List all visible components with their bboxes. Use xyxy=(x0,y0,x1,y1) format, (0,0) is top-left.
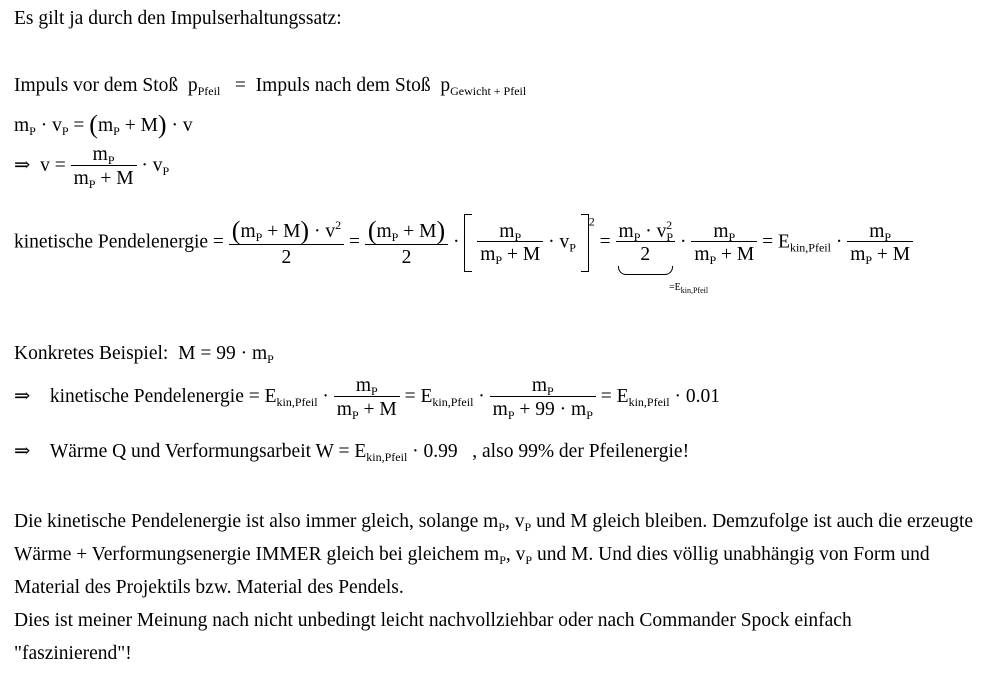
e-symbol: E xyxy=(778,231,790,253)
underbrace xyxy=(618,266,674,275)
p-subscript: P xyxy=(569,240,576,255)
m-symbol: m xyxy=(480,244,496,265)
m-symbol: m xyxy=(240,221,256,243)
p-subscript: P xyxy=(525,553,533,567)
result-factor: 0.01 xyxy=(685,385,720,407)
momentum-equation: $m_P \cdot v_P = (m_P + M) \cdot v$ xyxy=(14,110,193,139)
m-symbol: m xyxy=(713,220,729,242)
impulse-after-label: Impuls nach dem Stoß xyxy=(255,75,431,96)
m-symbol: m xyxy=(618,220,634,242)
m-symbol: m xyxy=(14,115,30,136)
implies-arrow: ⇒ xyxy=(14,385,31,407)
p-subscript: P xyxy=(255,230,263,245)
v-symbol: v xyxy=(515,544,526,565)
heat-factor: 0.99 xyxy=(423,441,458,462)
denominator-two: 2 xyxy=(365,244,448,268)
example-factor: 99 xyxy=(535,398,555,420)
p-subscript: P xyxy=(666,229,674,244)
underbrace-label-e: =E xyxy=(669,282,681,293)
conclusion-paragraph: Die kinetische Pendelenergie ist also immer gleich, solange $m_P$, $v_P$ und M gleich bleiben. Demzufolge ist auch die erzeugte Wärme + Verformungsenergie IMMER gleich bei gleichem $m_P$, $v_P$ und M. Und dies völlig unabhängig von Form und Material des Projektils bzw. Material des Pendels. Dies ist meiner Meinung nach nicht unbedingt leicht nachvollziehbar oder nach Commander Spock einfach "faszinierend"! xyxy=(14,511,974,664)
kin-pfeil-subscript: kin,Pfeil xyxy=(628,394,670,409)
example-line: Konkretes Beispiel: $M = 99 \cdot m_P$ xyxy=(14,343,274,366)
m-symbol: m xyxy=(499,220,515,242)
big-m-symbol: M xyxy=(283,221,301,243)
intro-text: Es gilt ja durch den Impulserhaltungssatz: xyxy=(14,8,342,29)
fraction: $\frac{m_P}{m_P + M}$ xyxy=(847,222,913,265)
v-symbol: v xyxy=(656,220,667,242)
fraction: $\frac{m_P}{m_P + M}$ xyxy=(71,145,137,188)
p-subscript: P xyxy=(162,163,170,178)
v-symbol: v xyxy=(182,115,193,136)
v-symbol: v xyxy=(514,511,525,532)
big-m-symbol: M xyxy=(116,167,134,189)
left-bracket xyxy=(464,214,472,272)
kinetic-label: kinetische Pendelenergie xyxy=(49,385,244,407)
para-sentence-3: und M. Und dies völlig unabhängig von Form und Material des Projektils bzw. Material des Pendels. xyxy=(14,544,930,598)
p-subscript: P xyxy=(547,384,554,398)
m-symbol: m xyxy=(483,511,499,532)
p-subscript: P xyxy=(371,384,378,398)
para-sentence-1: Die kinetische Pendelenergie ist also immer gleich, solange xyxy=(14,511,479,532)
p-subscript: P xyxy=(633,229,641,244)
m-symbol: m xyxy=(531,375,548,396)
square-exponent: 2 xyxy=(588,214,595,229)
p-subscript: P xyxy=(507,407,515,422)
p-subscript: P xyxy=(88,176,96,191)
kinetic-label: kinetische Pendelenergie xyxy=(14,231,209,253)
fraction: $\frac{m_P}{m_P + M}$ xyxy=(691,222,757,265)
underbrace-label-sub: kin,Pfeil xyxy=(680,286,709,295)
p-subscript: P xyxy=(514,229,522,244)
m-symbol: m xyxy=(694,244,710,265)
example-energy-equation: ⇒ kinetische Pendelenergie = $E_{kin,Pfeil}$ · $\frac{m_P}{m_P + M}$ = $E_{kin,Pfeil}$ · $\frac{m_P}{m_P + 99 \cdot m_P}$ = $E_{kin,Pfeil} \cdot 0.01$ xyxy=(14,375,720,422)
p-subscript: P xyxy=(499,553,506,567)
p-subscript: P xyxy=(61,124,69,138)
p-subscript: P xyxy=(113,124,120,138)
v-symbol: v xyxy=(152,154,163,176)
p-subscript: P xyxy=(391,230,399,245)
p-subscript: P xyxy=(728,229,736,244)
p-sub-pfeil: Pfeil xyxy=(197,84,221,98)
heat-label: Wärme Q und Verformungsarbeit W xyxy=(49,441,334,462)
underbrace-group xyxy=(616,217,676,265)
p-subscript: P xyxy=(495,253,503,267)
v-symbol: v xyxy=(52,115,62,136)
big-m-symbol: M xyxy=(379,398,397,420)
kinetic-energy-equation: kinetische Pendelenergie = $\frac{(m_P + M) \cdot v^2}{2}$ = $\frac{(m_P + M)}{2}$ · $\frac{m_P}{m_P + M}$ · $v_P$ $^2$ = $\frac{m_P \cdot v_P^2}{2}$ · $\frac{m_P}{m_P + M}$ = $E_{kin,Pfeil}$ · $\frac{m_P}{m_P + M}$ xyxy=(14,214,913,272)
kin-pfeil-subscript: kin,Pfeil xyxy=(789,240,831,255)
m-symbol: m xyxy=(484,544,500,565)
m-symbol: m xyxy=(355,375,372,396)
p-subscript: P xyxy=(107,153,115,167)
p-sub-gewicht-pfeil: Gewicht + Pfeil xyxy=(450,84,527,98)
m-symbol: m xyxy=(97,115,114,136)
v-symbol: v xyxy=(325,221,336,243)
e-symbol: E xyxy=(264,385,277,407)
p-symbol: p xyxy=(440,75,451,96)
p-subscript: P xyxy=(29,124,36,138)
kin-pfeil-subscript: kin,Pfeil xyxy=(432,394,474,409)
m-symbol: m xyxy=(869,220,885,242)
p-subscript: P xyxy=(351,407,359,422)
para-sentence-4: Dies ist meiner Meinung nach nicht unbedingt leicht nachvollziehbar oder nach Commander Spock einfach "faszinierend"! xyxy=(14,610,852,664)
p-subscript: P xyxy=(709,253,717,267)
square-exponent: 2 xyxy=(335,218,342,233)
e-symbol: E xyxy=(354,441,367,462)
denominator-two: 2 xyxy=(229,244,344,268)
velocity-equation: ⇒ v = $\frac{m_P}{m_P + M}$ · $v_P$ xyxy=(14,144,170,191)
p-subscript: P xyxy=(884,229,892,244)
m-symbol: m xyxy=(376,221,392,243)
fraction: $\frac{m_P}{m_P + 99 \cdot m_P}$ xyxy=(490,376,596,419)
m-symbol: m xyxy=(251,343,268,364)
equals-sign: = xyxy=(234,75,246,96)
kin-pfeil-subscript: kin,Pfeil xyxy=(366,450,408,464)
v-symbol: v xyxy=(559,231,570,253)
m-symbol: m xyxy=(850,244,866,265)
impulse-before-label: Impuls vor dem Stoß xyxy=(14,75,179,96)
big-m-symbol: M xyxy=(140,115,158,136)
impulse-statement xyxy=(14,76,526,96)
fraction: $\frac{m_P}{m_P + M}$ xyxy=(334,376,400,419)
p-subscript: P xyxy=(586,407,593,422)
example-label: Konkretes Beispiel: xyxy=(14,343,169,364)
p-subscript: P xyxy=(524,520,532,534)
heat-equation: ⇒ Wärme Q und Verformungsarbeit $W = E_{kin,Pfeil} \cdot 0.99$ , also 99% der Pfeilenergie! xyxy=(14,441,690,464)
big-m-symbol: M xyxy=(892,244,911,265)
m-symbol: m xyxy=(571,398,587,420)
m-symbol: m xyxy=(336,398,352,420)
big-m-symbol: M xyxy=(522,244,541,265)
fraction: $\frac{(m_P + M)}{2}$ xyxy=(365,218,448,268)
m-symbol: m xyxy=(73,167,89,189)
e-symbol: E xyxy=(420,385,433,407)
p-symbol: p xyxy=(187,75,198,96)
fraction: $\frac{(m_P + M) \cdot v^2}{2}$ xyxy=(229,218,344,268)
right-bracket xyxy=(581,214,589,272)
e-symbol: E xyxy=(616,385,629,407)
p-subscript: P xyxy=(267,352,274,366)
implies-arrow: ⇒ xyxy=(14,154,31,176)
denominator-two: 2 xyxy=(616,241,676,265)
underbrace-label xyxy=(669,283,708,295)
example-factor: 99 xyxy=(216,343,236,364)
big-m-symbol: M xyxy=(419,221,437,243)
fraction: $\frac{m_P}{m_P + M}$ xyxy=(477,222,543,265)
big-m-symbol: M xyxy=(736,244,755,265)
p-subscript: P xyxy=(865,253,873,267)
big-m-symbol: M xyxy=(178,343,196,364)
m-symbol: m xyxy=(492,398,508,420)
para-sentence-2: und M gleich bleiben. Demzufolge ist auch die erzeugte Wärme + Verformungsenergie IMMER gleich bei gleichem xyxy=(14,511,974,565)
implies-arrow: ⇒ xyxy=(14,441,31,462)
kin-pfeil-subscript: kin,Pfeil xyxy=(276,394,318,409)
p-subscript: P xyxy=(498,520,505,534)
fraction: $\frac{m_P \cdot v_P^2}{2}$ xyxy=(616,222,676,265)
heat-note: , also 99% der Pfeilenergie! xyxy=(472,441,690,462)
m-symbol: m xyxy=(92,144,108,165)
square-exponent: 2 xyxy=(666,217,673,232)
v-symbol: v xyxy=(40,154,50,176)
